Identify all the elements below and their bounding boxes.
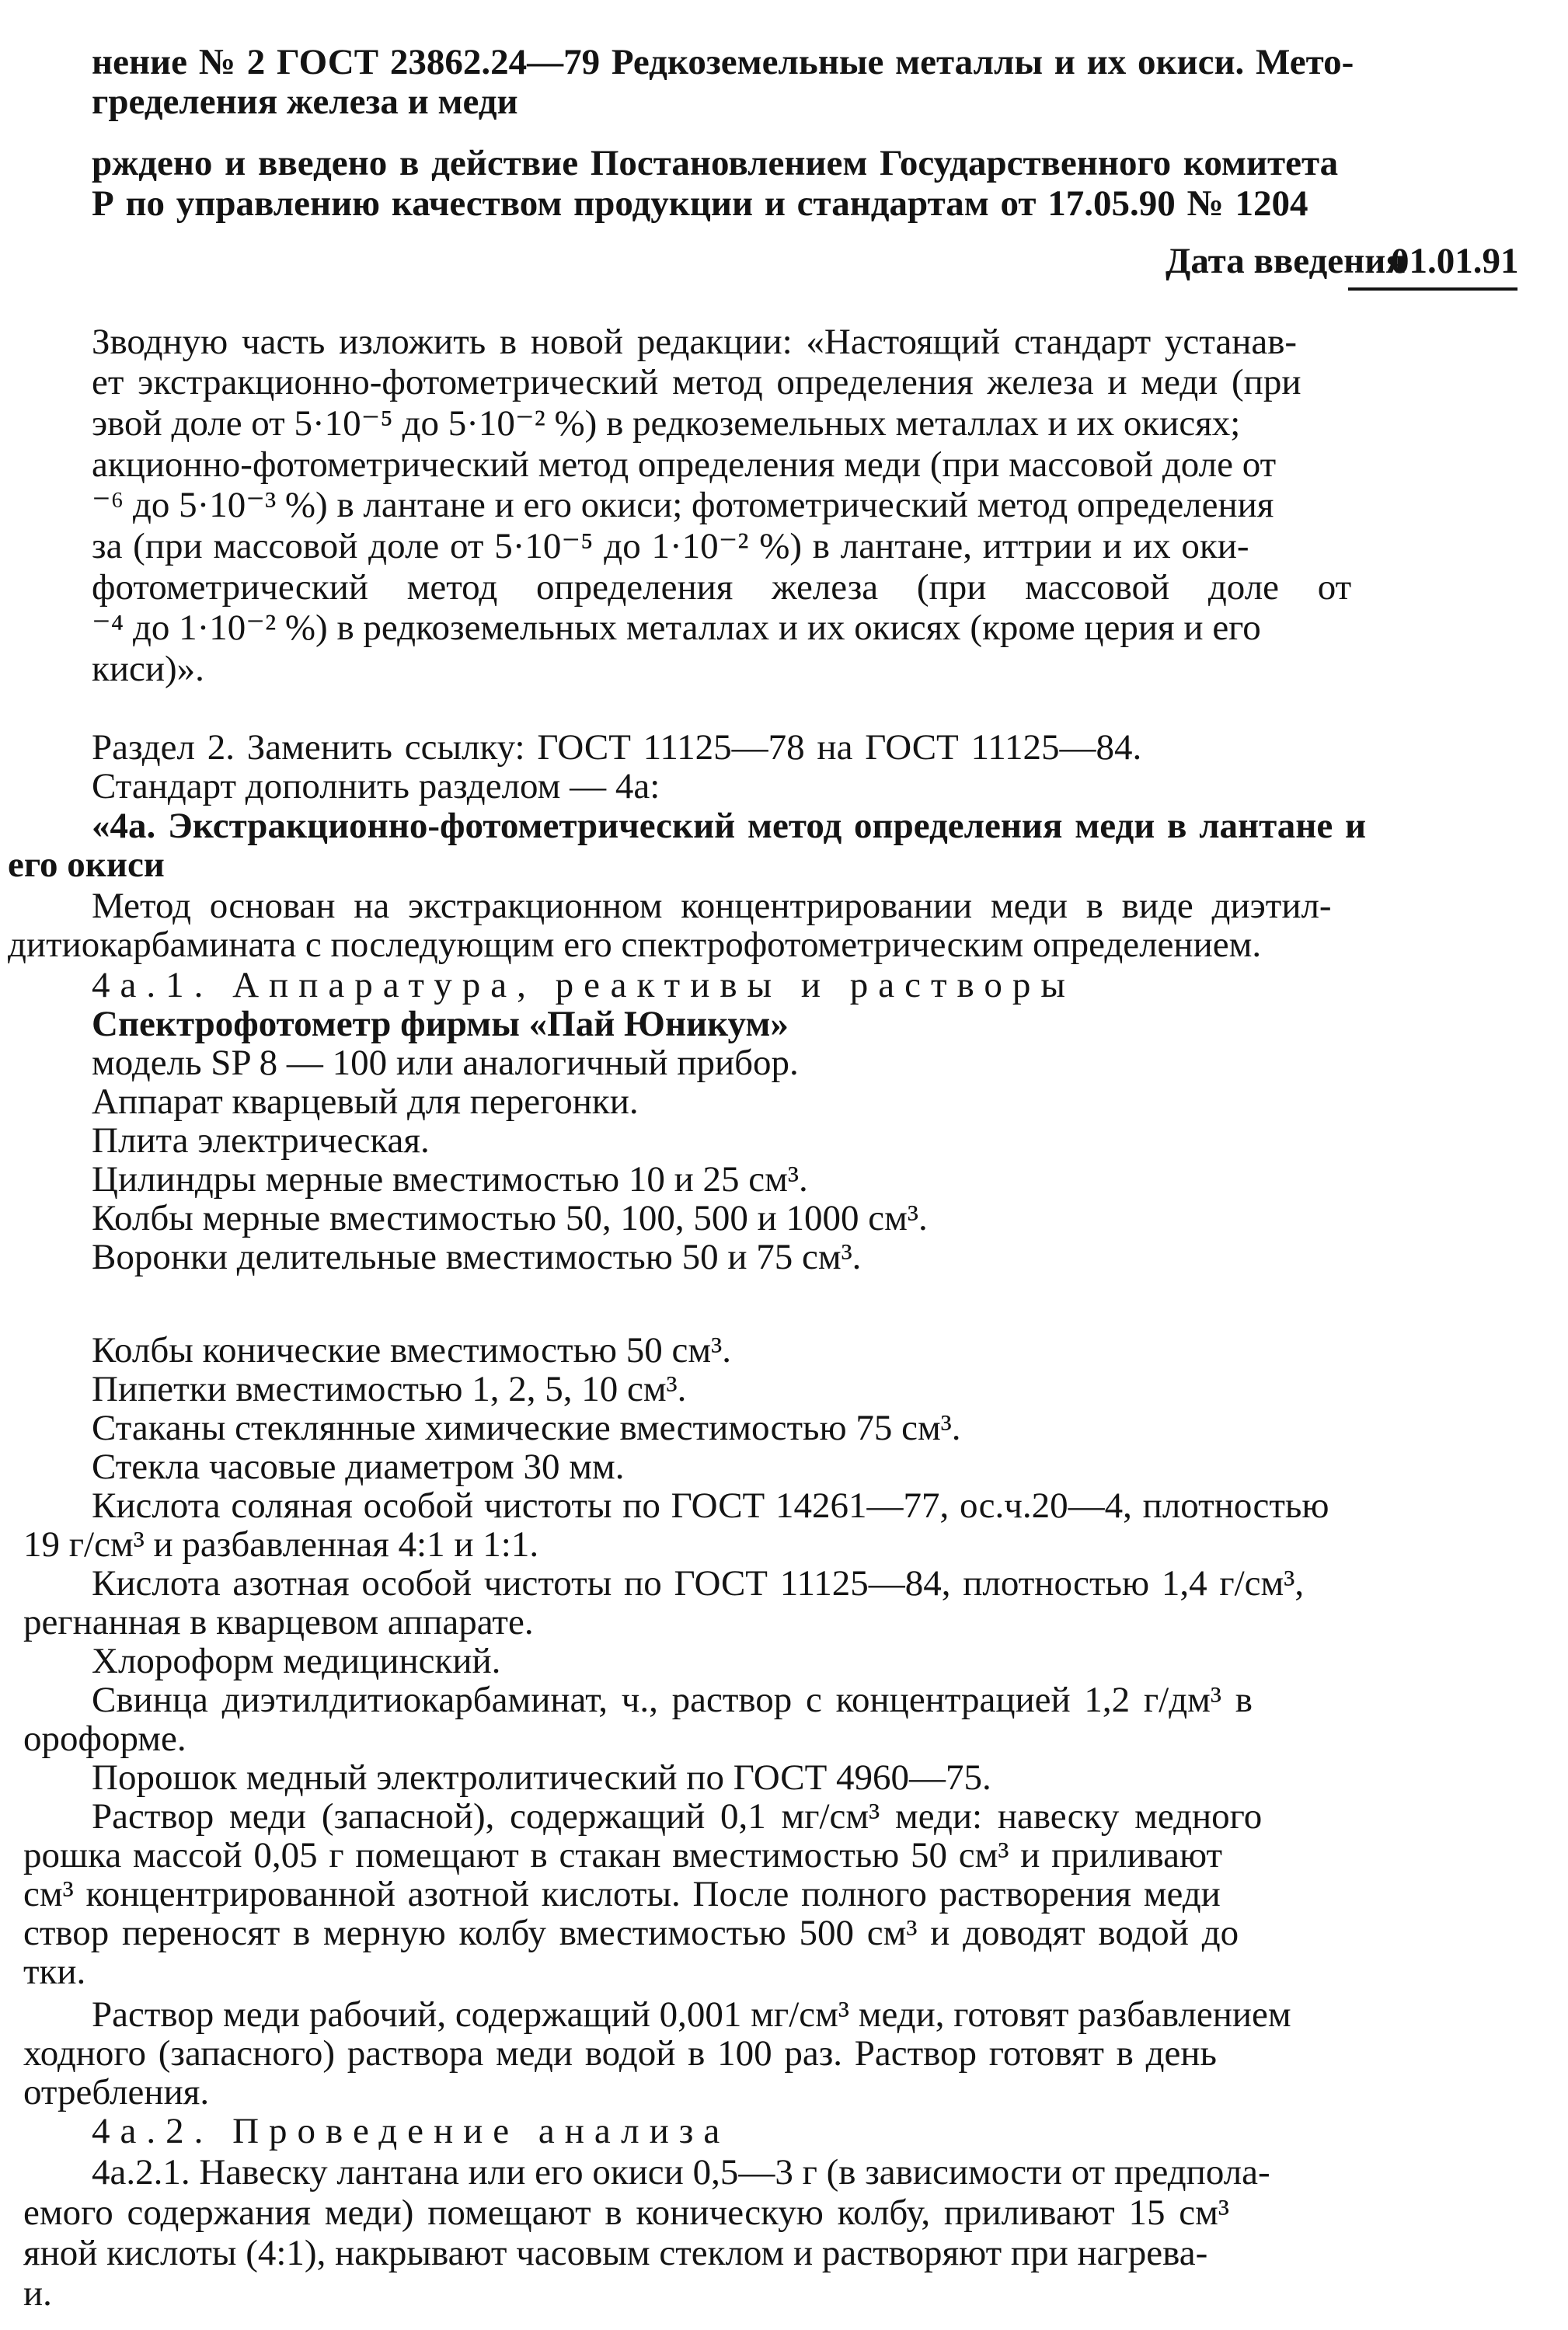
section2-line-1: Раздел 2. Заменить ссылку: ГОСТ 11125—78 на ГОСТ 11125—84. [92,727,1142,768]
reagent-line-12: Порошок медный электролитический по ГОСТ 4960—75. [92,1757,991,1798]
equipment-item-2: модель SP 8 — 100 или аналогичный прибор. [92,1043,799,1083]
reagent-line-4: Стекла часовые диаметром 30 мм. [92,1447,625,1487]
equipment-item-4: Плита электрическая. [92,1120,430,1161]
intro-line-4: акционно-фотометрический метод определения меди (при массовой доле от [92,444,1277,485]
intro-line-9: киси)». [92,649,204,689]
reagent-line-18: Раствор меди рабочий, содержащий 0,001 мг/см³ меди, готовят разбавлением [92,1994,1291,2035]
intro-line-5: ⁻⁶ до 5·10⁻³ %) в лантане и его окиси; фотометрический метод определения [92,485,1274,525]
principle-line-1: Метод основан на экстракционном концентрировании меди в виде диэтил- [92,886,1332,926]
reagent-line-20: отребления. [23,2072,210,2112]
procedure-line-1: 4а.2.1. Навеску лантана или его окиси 0,5—3 г (в зависимости от предпола- [92,2152,1270,2192]
reagent-line-14: рошка массой 0,05 г помещают в стакан вместимостью 50 см³ и приливают [23,1835,1223,1875]
reagent-line-2: Пипетки вместимостью 1, 2, 5, 10 см³. [92,1369,687,1409]
header-title-line-1: нение № 2 ГОСТ 23862.24—79 Редкоземельные металлы и их окиси. Мето- [92,42,1354,82]
date-underline [1348,287,1517,291]
intro-line-2: ет экстракционно-фотометрический метод определения железа и меди (при [92,362,1301,402]
reagent-line-9: Хлороформ медицинский. [92,1641,501,1681]
section4a-heading-line-2: его окиси [8,845,165,885]
reagent-line-13: Раствор меди (запасной), содержащий 0,1 мг/см³ меди: навеску медного [92,1796,1263,1837]
procedure-line-2: емого содержания меди) помещают в коническую колбу, приливают 15 см³ [23,2192,1229,2233]
intro-line-3: эвой доле от 5·10⁻⁵ до 5·10⁻² %) в редкоземельных металлах и их окисях; [92,403,1241,444]
reagent-line-17: тки. [23,1952,86,1992]
intro-line-6: за (при массовой доле от 5·10⁻⁵ до 1·10⁻² %) в лантане, иттрии и их оки- [92,526,1249,566]
section2-line-2: Стандарт дополнить разделом — 4а: [92,766,660,806]
subsection-4a2-title: 4а.2. Проведение анализа [92,2111,730,2151]
header-title-line-2: гределения железа и меди [92,82,518,122]
equipment-item-1: Спектрофотометр фирмы «Пай Юникум» [92,1004,789,1044]
reagent-line-5: Кислота соляная особой чистоты по ГОСТ 14261—77, ос.ч.20—4, плотностью [92,1485,1329,1526]
approval-line-2: Р по управлению качеством продукции и стандартам от 17.05.90 № 1204 [92,183,1308,224]
reagent-line-8: регнанная в кварцевом аппарате. [23,1602,534,1642]
procedure-line-4: и. [23,2273,52,2314]
section4a-heading-line-1: «4а. Экстракционно-фотометрический метод определения меди в лантане и [92,806,1367,846]
reagent-line-6: 19 г/см³ и разбавленная 4:1 и 1:1. [23,1524,539,1565]
date-label: Дата введения [1166,241,1406,281]
equipment-item-3: Аппарат кварцевый для перегонки. [92,1081,639,1122]
principle-line-2: дитиокарбамината с последующим его спектрофотометрическим определением. [8,925,1262,965]
approval-line-1: рждено и введено в действие Постановлением Государственного комитета [92,143,1339,183]
reagent-line-19: ходного (запасного) раствора меди водой в 100 раз. Раствор готовят в день [23,2033,1217,2074]
intro-line-7: фотометрический метод определения железа (при массовой доле от [92,567,1352,608]
procedure-line-3: яной кислоты (4:1), накрывают часовым стеклом и растворяют при нагрева- [23,2233,1208,2273]
reagent-line-10: Свинца диэтилдитиокарбаминат, ч., раствор с концентрацией 1,2 г/дм³ в [92,1680,1253,1720]
reagent-line-1: Колбы конические вместимостью 50 см³. [92,1330,731,1370]
intro-line-8: ⁻⁴ до 1·10⁻² %) в редкоземельных металлах и их окисях (кроме церия и его [92,608,1261,648]
equipment-item-7: Воронки делительные вместимостью 50 и 75 см³. [92,1237,862,1277]
intro-line-1: Зводную часть изложить в новой редакции: «Настоящий стандарт устанав- [92,322,1298,362]
equipment-item-6: Колбы мерные вместимостью 50, 100, 500 и 1000 см³. [92,1198,928,1238]
reagent-line-16: створ переносят в мерную колбу вместимостью 500 см³ и доводят водой до [23,1913,1239,1953]
reagent-line-7: Кислота азотная особой чистоты по ГОСТ 11125—84, плотностью 1,4 г/см³, [92,1563,1305,1604]
reagent-line-3: Стаканы стеклянные химические вместимостью 75 см³. [92,1408,961,1448]
equipment-item-5: Цилиндры мерные вместимостью 10 и 25 см³. [92,1159,808,1200]
date-value: 01.01.91 [1391,241,1519,281]
subsection-4a1-title: 4а.1. Аппаратура, реактивы и растворы [92,965,1075,1005]
reagent-line-15: см³ концентрированной азотной кислоты. После полного растворения меди [23,1874,1221,1914]
reagent-line-11: ороформе. [23,1719,186,1759]
